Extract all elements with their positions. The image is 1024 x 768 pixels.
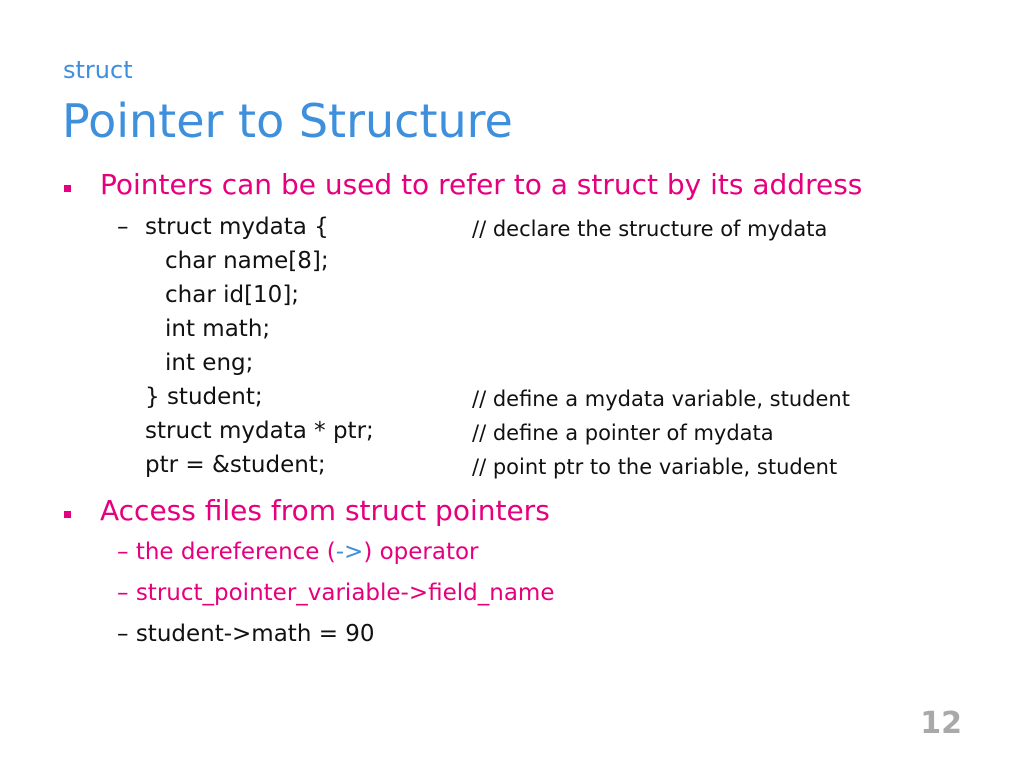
code-line: char name[8]; — [165, 248, 329, 274]
page-number: 12 — [920, 706, 962, 741]
code-line: struct mydata * ptr; — [145, 418, 374, 444]
code-line: } student; — [145, 384, 263, 410]
subitem-2 — [117, 580, 554, 606]
code-comment: // point ptr to the variable, student — [472, 455, 838, 479]
slide-subtitle: struct — [63, 56, 133, 84]
code-comment: // define a pointer of mydata — [472, 421, 774, 445]
code-line: char id[10]; — [165, 282, 300, 308]
subitem-prefix: the dereference ( — [135, 539, 336, 565]
bullet-1-text: Pointers can be used to refer to a struct by its address — [100, 168, 863, 201]
code-line: int eng; — [165, 350, 254, 376]
subitem-dash: – — [117, 621, 129, 647]
arrow-operator: -> — [335, 539, 364, 565]
code-dash: – — [117, 214, 129, 240]
subitem-3 — [117, 621, 375, 647]
bullet-square-1 — [64, 185, 71, 192]
subitem-suffix: ) operator — [363, 539, 479, 565]
subitem-dash: – — [117, 539, 129, 565]
subitem-text: student->math = 90 — [135, 621, 375, 647]
subitem-1 — [117, 539, 479, 565]
subitem-dash: – — [117, 580, 129, 606]
code-comment: // declare the structure of mydata — [472, 217, 828, 241]
code-comment: // define a mydata variable, student — [472, 387, 850, 411]
bullet-2-text: Access files from struct pointers — [100, 494, 550, 527]
code-line: ptr = &student; — [145, 452, 326, 478]
slide-title: Pointer to Structure — [62, 94, 513, 148]
bullet-square-2 — [64, 511, 71, 518]
subitem-text: struct_pointer_variable->field_name — [135, 580, 555, 606]
code-line: int math; — [165, 316, 271, 342]
code-line: struct mydata { — [145, 214, 329, 240]
